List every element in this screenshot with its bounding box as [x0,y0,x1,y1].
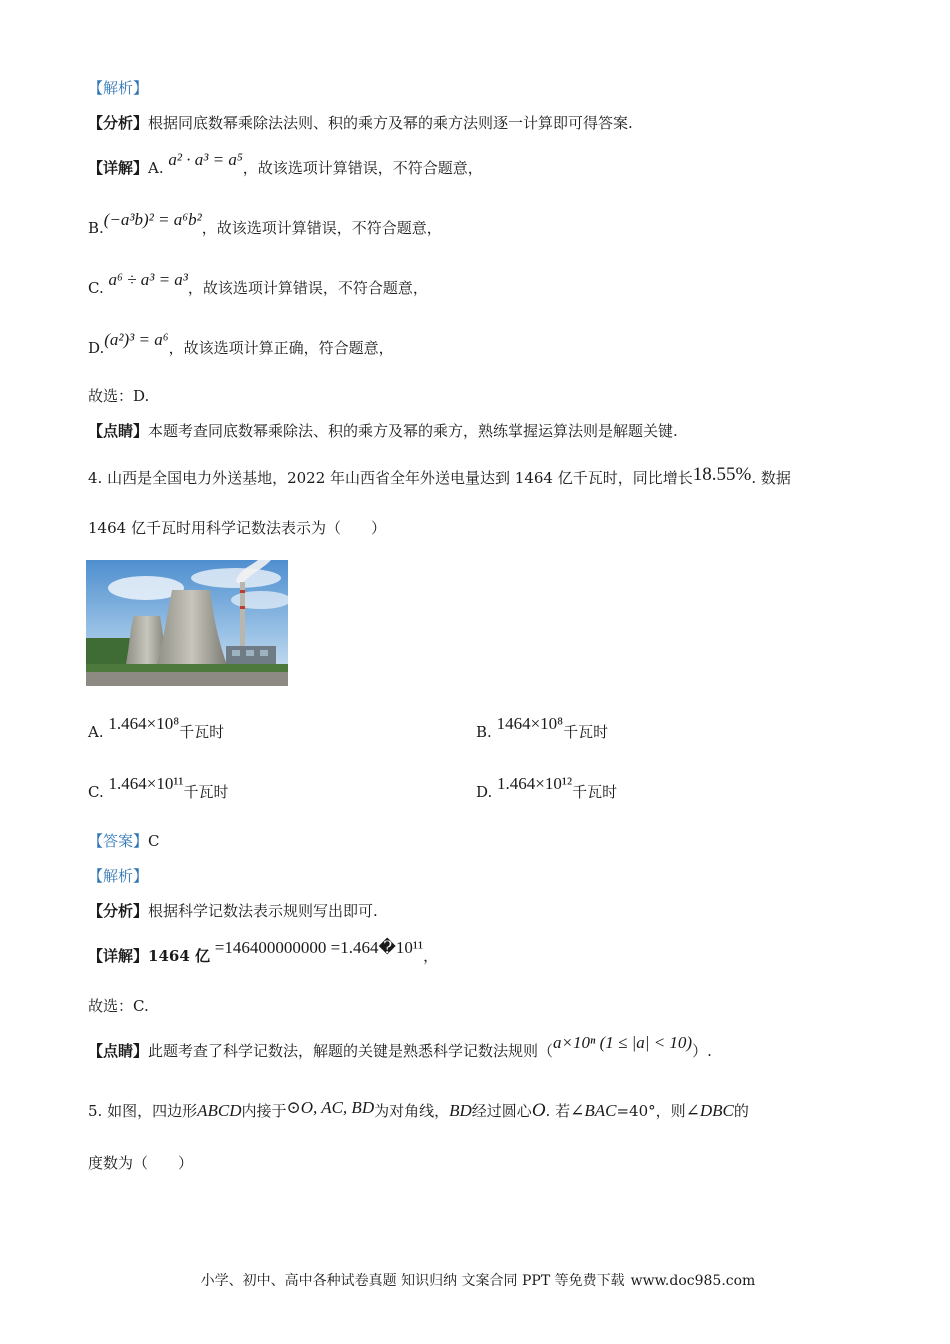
analysis-line-2 [88,901,378,921]
summary-2-math: a×10ⁿ (1 ≤ |a| < 10) [553,1033,693,1052]
summary-line-2 [88,1033,712,1061]
xiangjie-tag: 【详解】 [88,159,149,177]
footer-url[interactable]: www.doc985.com [630,1273,756,1289]
option-b-prefix: B. [88,219,104,237]
detail-2-text: 1464 亿 [148,947,210,965]
option-c-math: 1.464×10¹¹ [108,774,184,793]
q5-b: 内接于 [241,1102,287,1120]
option-b-math: 1464×10⁸ [496,714,564,733]
dianjing-tag-2: 【点睛】 [88,1042,149,1060]
q5-c: 为对角线， [374,1102,450,1120]
analysis-tag-1: 【解析】 [88,79,149,97]
detail-line-b [88,210,442,238]
question-5-line2: 度数为（ ） [88,1154,194,1172]
q4-text-b: . 数据 [751,469,791,487]
answer-line [88,831,160,851]
option-a[interactable] [88,714,225,742]
math-c: a⁶ ÷ a³ = a³ [108,270,188,289]
summary-line [88,421,678,441]
q5-o: O [531,1100,546,1121]
analysis-line [88,113,633,133]
detail-a-text: ，故该选项计算错误，不符合题意， [242,159,483,177]
q5-e: . 若 [545,1102,571,1120]
option-b[interactable] [476,714,609,742]
option-b-unit: 千瓦时 [563,723,609,741]
q4-text-a: 4. 山西是全国电力外送基地，2022 年山西省全年外送电量达到 1464 亿千瓦时，同比增长 [88,469,693,487]
q5-angle1: ∠BAC [570,1101,617,1120]
q5-bd: BD [449,1101,472,1120]
answer-tag: 【答案】 [88,832,149,850]
question-5-line1 [88,1098,749,1121]
q5-angle2: ∠DBC [685,1101,734,1120]
math-a: a² · a³ = a⁵ [168,150,243,169]
option-d-unit: 千瓦时 [572,783,618,801]
analysis-tag-2: 【解析】 [88,867,149,885]
question-4-line1 [88,464,791,488]
choose-d: 故选：D. [88,387,150,405]
option-c-unit: 千瓦时 [183,783,229,801]
q5-abcd: ABCD [197,1101,242,1120]
dianjing-tag: 【点睛】 [88,422,149,440]
summary-text: 本题考查同底数幂乘除法、积的乘方及幂的乘方，熟练掌握运算法则是解题关键. [148,422,678,440]
option-d-prefix: D. [88,339,105,357]
fenxi-text: 根据同底数幂乘除法法则、积的乘方及幂的乘方法则逐一计算即可得答案. [148,114,633,132]
power-plant-photo [86,560,288,686]
footer-text: 小学、初中、高中各种试卷真题 知识归纳 文案合同 PPT 等免费下载 [200,1273,625,1289]
answer-value: C [148,832,160,850]
option-b-label: B. [476,723,492,741]
math-b: (−a³b)² = a⁶b² [103,210,202,229]
fenxi-tag-2: 【分析】 [88,902,149,920]
option-c[interactable] [88,774,229,802]
option-d[interactable] [476,774,618,802]
detail-2-math: =146400000000 =1.464�10¹¹ [214,938,424,957]
question-4-line2: 1464 亿千瓦时用科学记数法表示为（ ） [88,519,386,537]
q4-percent: 18.55% [692,464,752,485]
option-a-label: A. [88,723,104,741]
summary-2-text: 此题考查了科学记数法，解题的关键是熟悉科学记数法规则（ [148,1042,554,1060]
option-d-math: 1.464×10¹² [497,774,573,793]
detail-2-end: ， [423,947,439,965]
detail-line-d [88,330,394,358]
q5-circle: ⊙O, AC, BD [286,1098,375,1117]
detail-b-text: ，故该选项计算错误，不符合题意， [201,219,442,237]
page-footer [0,1270,950,1290]
detail-line-2 [88,938,439,966]
math-d: (a²)³ = a⁶ [104,330,169,349]
summary-2-end: ）. [692,1042,712,1060]
detail-d-text: ，故该选项计算正确，符合题意， [168,339,394,357]
option-a-unit: 千瓦时 [179,723,225,741]
xiangjie-tag-2: 【详解】 [88,947,149,965]
q5-d: 经过圆心 [471,1102,532,1120]
q5-f: =40°，则 [616,1102,686,1120]
detail-line-a [88,150,483,178]
q5-g: 的 [733,1102,749,1120]
option-a-prefix: A. [148,159,164,177]
option-a-math: 1.464×10⁸ [108,714,180,733]
detail-c-text: ，故该选项计算错误，不符合题意， [187,279,428,297]
fenxi-text-2: 根据科学记数法表示规则写出即可. [148,902,378,920]
detail-line-c [88,270,428,298]
fenxi-tag: 【分析】 [88,114,149,132]
choose-c: 故选：C. [88,997,149,1015]
option-d-label: D. [476,783,493,801]
option-c-label: C. [88,783,104,801]
option-c-prefix: C. [88,279,104,297]
q5-a: 5. 如图，四边形 [88,1102,198,1120]
